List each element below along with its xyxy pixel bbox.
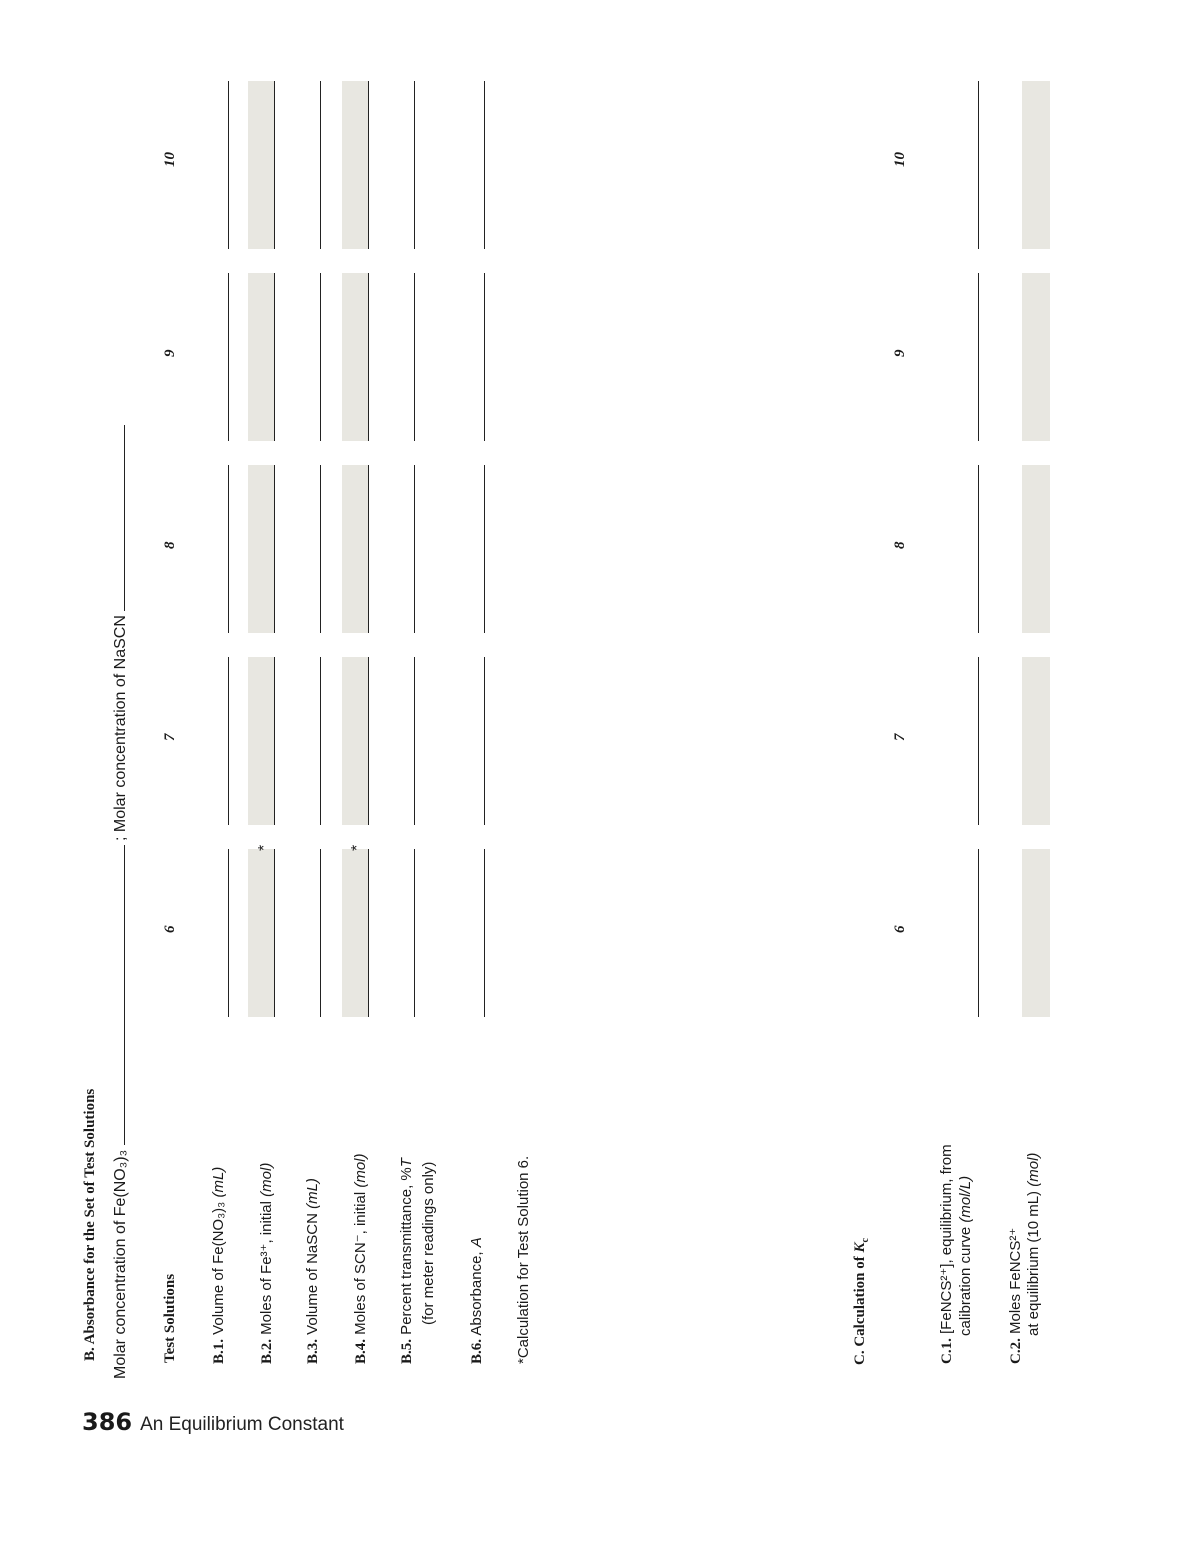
c1-cell-8[interactable]: [934, 465, 979, 633]
b1-cell-8[interactable]: [184, 465, 229, 633]
row-b4-label: [351, 1154, 370, 1365]
b6-cell-6[interactable]: [440, 849, 485, 1017]
b2-asterisk: *: [256, 844, 273, 851]
section-c-heading: [852, 1238, 871, 1365]
row-id: B.1.: [211, 1338, 227, 1364]
section-b-heading: B. Absorbance for the Set of Test Solutions: [82, 1088, 98, 1361]
b1-cell-6[interactable]: [184, 849, 229, 1017]
kc-subscript: c: [860, 1238, 871, 1243]
b3-cell-6[interactable]: [278, 849, 321, 1017]
c1-cell-7[interactable]: [934, 657, 979, 825]
row-b5-label: [398, 1158, 416, 1364]
molar-scn-field[interactable]: [124, 425, 125, 611]
b2-cell-6[interactable]: [248, 849, 275, 1017]
row-unit: (mol): [352, 1153, 369, 1188]
b4-cell-8[interactable]: [342, 465, 369, 633]
b4-cell-9[interactable]: [342, 273, 369, 441]
row-unit: A: [468, 1237, 485, 1248]
b5-cell-10[interactable]: [372, 81, 415, 249]
c1-cell-9[interactable]: [934, 273, 979, 441]
c2-cell-10[interactable]: [1022, 81, 1050, 249]
c2-cell-6[interactable]: [1022, 849, 1050, 1017]
b4-cell-10[interactable]: [342, 81, 369, 249]
row-b3-label: [304, 1178, 322, 1364]
row-text: Volume of NaSCN: [304, 1208, 321, 1335]
row-text: Moles FeNCS²⁺: [1007, 1227, 1024, 1334]
row-id: B.3.: [305, 1338, 321, 1364]
row-id: B.6.: [469, 1338, 485, 1364]
column-8: 8: [162, 541, 178, 549]
b4-asterisk: *: [349, 844, 366, 851]
b2-cell-9[interactable]: [248, 273, 275, 441]
c-column-8: 8: [892, 541, 908, 549]
c2-cell-9[interactable]: [1022, 273, 1050, 441]
b2-cell-10[interactable]: [248, 81, 275, 249]
c-column-9: 9: [892, 349, 908, 357]
row-id: C.1.: [939, 1338, 955, 1364]
row-id: B.5.: [399, 1338, 415, 1364]
row-id: C.2.: [1008, 1338, 1024, 1364]
b6-cell-10[interactable]: [440, 81, 485, 249]
page-title: An Equilibrium Constant: [140, 1414, 344, 1435]
b3-cell-7[interactable]: [278, 657, 321, 825]
row-unit: (mL): [304, 1178, 321, 1209]
row-text: Absorbance,: [468, 1247, 485, 1336]
c2-cell-8[interactable]: [1022, 465, 1050, 633]
b3-cell-10[interactable]: [278, 81, 321, 249]
row-c1-line2: [957, 1176, 974, 1336]
b2-cell-8[interactable]: [248, 465, 275, 633]
b4-cell-7[interactable]: [342, 657, 369, 825]
row-unit: (mL): [210, 1166, 227, 1198]
b6-cell-8[interactable]: [440, 465, 485, 633]
molar-fe-label: Molar concentration of Fe(NO₃)₃: [112, 1149, 129, 1379]
b2-cell-7[interactable]: [248, 657, 275, 825]
row-c1-label: [937, 1144, 956, 1364]
b3-cell-9[interactable]: [278, 273, 321, 441]
footnote: *Calculation for Test Solution 6.: [515, 1155, 532, 1364]
row-unit: (mol): [258, 1162, 275, 1197]
column-9: 9: [162, 349, 178, 357]
b6-cell-9[interactable]: [440, 273, 485, 441]
row-text: Volume of Fe(NO₃)₃: [210, 1197, 227, 1335]
row-b1-label: [210, 1167, 228, 1364]
b6-cell-7[interactable]: [440, 657, 485, 825]
molar-fe-field[interactable]: [124, 845, 125, 1145]
column-6: 6: [162, 925, 178, 933]
column-10: 10: [162, 152, 178, 167]
row-unit: (mol): [1025, 1152, 1042, 1187]
row-id: B.4.: [353, 1338, 369, 1364]
row-text: [FeNCS²⁺], equilibrium, from: [938, 1144, 955, 1334]
row-id: B.2.: [259, 1338, 275, 1364]
b5-cell-9[interactable]: [372, 273, 415, 441]
molar-scn-label: ; Molar concentration of NaSCN: [112, 615, 129, 841]
c-column-7: 7: [892, 733, 908, 741]
row-text: Moles of Fe³⁺, initial: [258, 1196, 275, 1335]
row-c2-line2: [1025, 1153, 1042, 1336]
c1-cell-6[interactable]: [934, 849, 979, 1017]
b5-cell-6[interactable]: [372, 849, 415, 1017]
b1-cell-10[interactable]: [184, 81, 229, 249]
b1-cell-7[interactable]: [184, 657, 229, 825]
c-column-10: 10: [892, 152, 908, 167]
row-text: Percent transmittance, %: [398, 1167, 415, 1335]
row-unit: (mol/L): [957, 1175, 974, 1223]
row-b2-label: [257, 1163, 276, 1364]
section-c-heading-text: C. Calculation of: [852, 1252, 868, 1365]
row-b6-label: [468, 1237, 486, 1364]
page-number: 386: [82, 1408, 133, 1436]
kc-symbol: K: [852, 1242, 868, 1253]
b5-cell-8[interactable]: [372, 465, 415, 633]
row-unit: T: [398, 1158, 415, 1168]
row-text: Moles of SCN⁻, initial: [352, 1187, 369, 1335]
c1-cell-10[interactable]: [934, 81, 979, 249]
c2-cell-7[interactable]: [1022, 657, 1050, 825]
c-column-6: 6: [892, 925, 908, 933]
molar-concentration-line: [112, 425, 130, 1379]
row-text-2: calibration curve: [957, 1222, 974, 1336]
b1-cell-9[interactable]: [184, 273, 229, 441]
row-text-2: at equilibrium (10 mL): [1025, 1186, 1042, 1336]
test-solutions-header: Test Solutions: [162, 1273, 178, 1363]
row-c2-label: [1006, 1228, 1025, 1364]
b4-cell-6[interactable]: [342, 849, 369, 1017]
row-b5-line2: (for meter readings only): [420, 1161, 437, 1325]
b3-cell-8[interactable]: [278, 465, 321, 633]
b5-cell-7[interactable]: [372, 657, 415, 825]
column-7: 7: [162, 733, 178, 741]
